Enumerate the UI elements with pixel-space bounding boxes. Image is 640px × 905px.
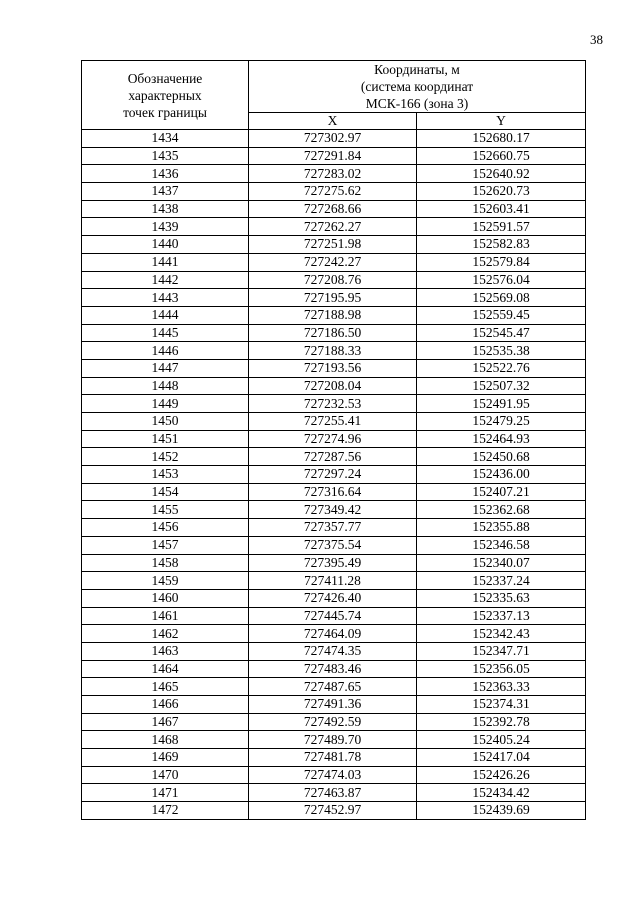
y-coordinate-cell: 152439.69 — [417, 802, 586, 820]
y-coordinate-cell: 152362.68 — [417, 501, 586, 519]
point-number-cell: 1442 — [82, 271, 249, 289]
point-number-cell: 1469 — [82, 749, 249, 767]
y-coordinate-cell: 152569.08 — [417, 289, 586, 307]
point-number-cell: 1438 — [82, 200, 249, 218]
point-number-cell: 1455 — [82, 501, 249, 519]
point-header-line-1: Обозначение — [127, 70, 203, 86]
point-number-cell: 1465 — [82, 678, 249, 696]
point-number-cell: 1468 — [82, 731, 249, 749]
x-coordinate-cell: 727316.64 — [249, 483, 417, 501]
y-coordinate-cell: 152356.05 — [417, 660, 586, 678]
coordinates-group-header — [249, 61, 586, 113]
point-number-cell: 1443 — [82, 289, 249, 307]
table-row — [82, 253, 586, 271]
y-coordinate-cell: 152559.45 — [417, 306, 586, 324]
page-number: 38 — [590, 32, 603, 47]
y-coordinate-cell: 152347.71 — [417, 642, 586, 660]
table-row — [82, 359, 586, 377]
y-coordinate-cell: 152337.13 — [417, 607, 586, 625]
point-number-cell: 1471 — [82, 784, 249, 802]
y-coordinate-cell: 152640.92 — [417, 165, 586, 183]
table-row — [82, 678, 586, 696]
point-header-line-2: характерных — [128, 87, 202, 103]
table-row — [82, 413, 586, 431]
table-row — [82, 430, 586, 448]
point-number-cell: 1463 — [82, 642, 249, 660]
point-number-cell: 1452 — [82, 448, 249, 466]
coords-header-line-2: (система координат — [360, 79, 474, 94]
point-number-cell: 1450 — [82, 413, 249, 431]
table-row — [82, 766, 586, 784]
y-coordinate-cell: 152436.00 — [417, 466, 586, 484]
y-coordinate-cell: 152346.58 — [417, 536, 586, 554]
point-number-cell: 1440 — [82, 236, 249, 254]
y-coordinate-cell: 152579.84 — [417, 253, 586, 271]
x-coordinate-cell: 727188.33 — [249, 342, 417, 360]
x-coordinate-cell: 727193.56 — [249, 359, 417, 377]
coords-header-line-3: МСК-166 (зона 3) — [365, 96, 469, 111]
table-body — [82, 130, 586, 820]
x-coordinate-cell: 727283.02 — [249, 165, 417, 183]
x-coordinate-cell: 727297.24 — [249, 466, 417, 484]
y-coordinate-cell: 152405.24 — [417, 731, 586, 749]
point-number-cell: 1470 — [82, 766, 249, 784]
x-coordinate-cell: 727492.59 — [249, 713, 417, 731]
x-coordinate-cell: 727188.98 — [249, 306, 417, 324]
y-coordinate-cell: 152491.95 — [417, 395, 586, 413]
x-coordinate-cell: 727375.54 — [249, 536, 417, 554]
x-coordinate-cell: 727481.78 — [249, 749, 417, 767]
table-row — [82, 306, 586, 324]
x-coordinate-cell: 727186.50 — [249, 324, 417, 342]
table-row — [82, 271, 586, 289]
y-coordinate-cell: 152363.33 — [417, 678, 586, 696]
x-coordinate-cell: 727302.97 — [249, 130, 417, 148]
x-coordinate-cell: 727349.42 — [249, 501, 417, 519]
x-coordinate-cell: 727426.40 — [249, 589, 417, 607]
table-row — [82, 589, 586, 607]
y-coordinate-cell: 152479.25 — [417, 413, 586, 431]
x-coordinate-cell: 727251.98 — [249, 236, 417, 254]
x-coordinate-cell: 727464.09 — [249, 625, 417, 643]
point-number-cell: 1437 — [82, 183, 249, 201]
x-coordinate-cell: 727262.27 — [249, 218, 417, 236]
table-row — [82, 713, 586, 731]
table-row — [82, 642, 586, 660]
point-designation-header — [82, 61, 249, 130]
y-coordinate-cell: 152407.21 — [417, 483, 586, 501]
point-number-cell: 1456 — [82, 519, 249, 537]
coords-header-line-1: Координаты, м — [374, 62, 460, 77]
table-row — [82, 218, 586, 236]
point-number-cell: 1453 — [82, 466, 249, 484]
point-number-cell: 1451 — [82, 430, 249, 448]
table-row — [82, 236, 586, 254]
y-coordinate-cell: 152680.17 — [417, 130, 586, 148]
y-coordinate-cell: 152434.42 — [417, 784, 586, 802]
point-number-cell: 1462 — [82, 625, 249, 643]
x-coordinate-cell: 727489.70 — [249, 731, 417, 749]
x-coordinate-cell: 727208.76 — [249, 271, 417, 289]
table-row — [82, 536, 586, 554]
y-coordinate-cell: 152392.78 — [417, 713, 586, 731]
x-coordinate-cell: 727452.97 — [249, 802, 417, 820]
point-number-cell: 1448 — [82, 377, 249, 395]
table-row — [82, 342, 586, 360]
table-row — [82, 130, 586, 148]
table-row — [82, 572, 586, 590]
table-row — [82, 466, 586, 484]
point-number-cell: 1472 — [82, 802, 249, 820]
y-coordinate-cell: 152335.63 — [417, 589, 586, 607]
y-coordinate-cell: 152450.68 — [417, 448, 586, 466]
point-number-cell: 1436 — [82, 165, 249, 183]
point-number-cell: 1457 — [82, 536, 249, 554]
x-coordinate-cell: 727268.66 — [249, 200, 417, 218]
table-row — [82, 802, 586, 820]
table-row — [82, 625, 586, 643]
table-row — [82, 696, 586, 714]
y-coordinate-cell: 152535.38 — [417, 342, 586, 360]
point-number-cell: 1449 — [82, 395, 249, 413]
table-row — [82, 554, 586, 572]
table-row — [82, 377, 586, 395]
table-row — [82, 501, 586, 519]
y-coordinate-cell: 152545.47 — [417, 324, 586, 342]
x-coordinate-cell: 727232.53 — [249, 395, 417, 413]
y-coordinate-cell: 152660.75 — [417, 147, 586, 165]
point-number-cell: 1459 — [82, 572, 249, 590]
point-number-cell: 1461 — [82, 607, 249, 625]
y-coordinate-cell: 152337.24 — [417, 572, 586, 590]
point-number-cell: 1435 — [82, 147, 249, 165]
x-coordinate-cell: 727474.03 — [249, 766, 417, 784]
table-row — [82, 731, 586, 749]
y-coordinate-cell: 152340.07 — [417, 554, 586, 572]
y-coordinate-cell: 152355.88 — [417, 519, 586, 537]
point-number-cell: 1441 — [82, 253, 249, 271]
x-coordinate-cell: 727255.41 — [249, 413, 417, 431]
y-coordinate-cell: 152374.31 — [417, 696, 586, 714]
table-row — [82, 165, 586, 183]
table-row — [82, 660, 586, 678]
x-coordinate-cell: 727445.74 — [249, 607, 417, 625]
point-number-cell: 1458 — [82, 554, 249, 572]
point-number-cell: 1466 — [82, 696, 249, 714]
point-number-cell: 1460 — [82, 589, 249, 607]
x-coordinate-cell: 727287.56 — [249, 448, 417, 466]
x-coordinate-cell: 727275.62 — [249, 183, 417, 201]
table-row — [82, 784, 586, 802]
table-row — [82, 607, 586, 625]
table-row — [82, 749, 586, 767]
x-coordinate-cell: 727242.27 — [249, 253, 417, 271]
point-number-cell: 1447 — [82, 359, 249, 377]
x-coordinate-cell: 727274.96 — [249, 430, 417, 448]
x-column-header: X — [249, 113, 417, 130]
x-coordinate-cell: 727195.95 — [249, 289, 417, 307]
y-coordinate-cell: 152426.26 — [417, 766, 586, 784]
y-coordinate-cell: 152576.04 — [417, 271, 586, 289]
y-coordinate-cell: 152591.57 — [417, 218, 586, 236]
y-coordinate-cell: 152417.04 — [417, 749, 586, 767]
table-row — [82, 483, 586, 501]
y-coordinate-cell: 152507.32 — [417, 377, 586, 395]
coordinates-table — [81, 60, 586, 820]
point-number-cell: 1446 — [82, 342, 249, 360]
x-coordinate-cell: 727487.65 — [249, 678, 417, 696]
table-row — [82, 519, 586, 537]
table-row — [82, 324, 586, 342]
x-coordinate-cell: 727483.46 — [249, 660, 417, 678]
y-coordinate-cell: 152620.73 — [417, 183, 586, 201]
point-number-cell: 1439 — [82, 218, 249, 236]
table-row — [82, 448, 586, 466]
y-coordinate-cell: 152603.41 — [417, 200, 586, 218]
y-coordinate-cell: 152582.83 — [417, 236, 586, 254]
point-number-cell: 1434 — [82, 130, 249, 148]
table-row — [82, 147, 586, 165]
point-number-cell: 1467 — [82, 713, 249, 731]
x-coordinate-cell: 727474.35 — [249, 642, 417, 660]
x-coordinate-cell: 727291.84 — [249, 147, 417, 165]
point-header-line-3: точек границы — [123, 104, 207, 120]
point-number-cell: 1454 — [82, 483, 249, 501]
y-column-header: Y — [417, 113, 586, 130]
x-coordinate-cell: 727357.77 — [249, 519, 417, 537]
point-number-cell: 1444 — [82, 306, 249, 324]
table-row — [82, 200, 586, 218]
y-coordinate-cell: 152342.43 — [417, 625, 586, 643]
table-row — [82, 395, 586, 413]
x-coordinate-cell: 727411.28 — [249, 572, 417, 590]
y-coordinate-cell: 152522.76 — [417, 359, 586, 377]
x-coordinate-cell: 727395.49 — [249, 554, 417, 572]
table-header — [82, 61, 586, 130]
point-number-cell: 1464 — [82, 660, 249, 678]
y-coordinate-cell: 152464.93 — [417, 430, 586, 448]
point-number-cell: 1445 — [82, 324, 249, 342]
x-coordinate-cell: 727463.87 — [249, 784, 417, 802]
x-coordinate-cell: 727208.04 — [249, 377, 417, 395]
x-coordinate-cell: 727491.36 — [249, 696, 417, 714]
table-row — [82, 289, 586, 307]
table-row — [82, 183, 586, 201]
